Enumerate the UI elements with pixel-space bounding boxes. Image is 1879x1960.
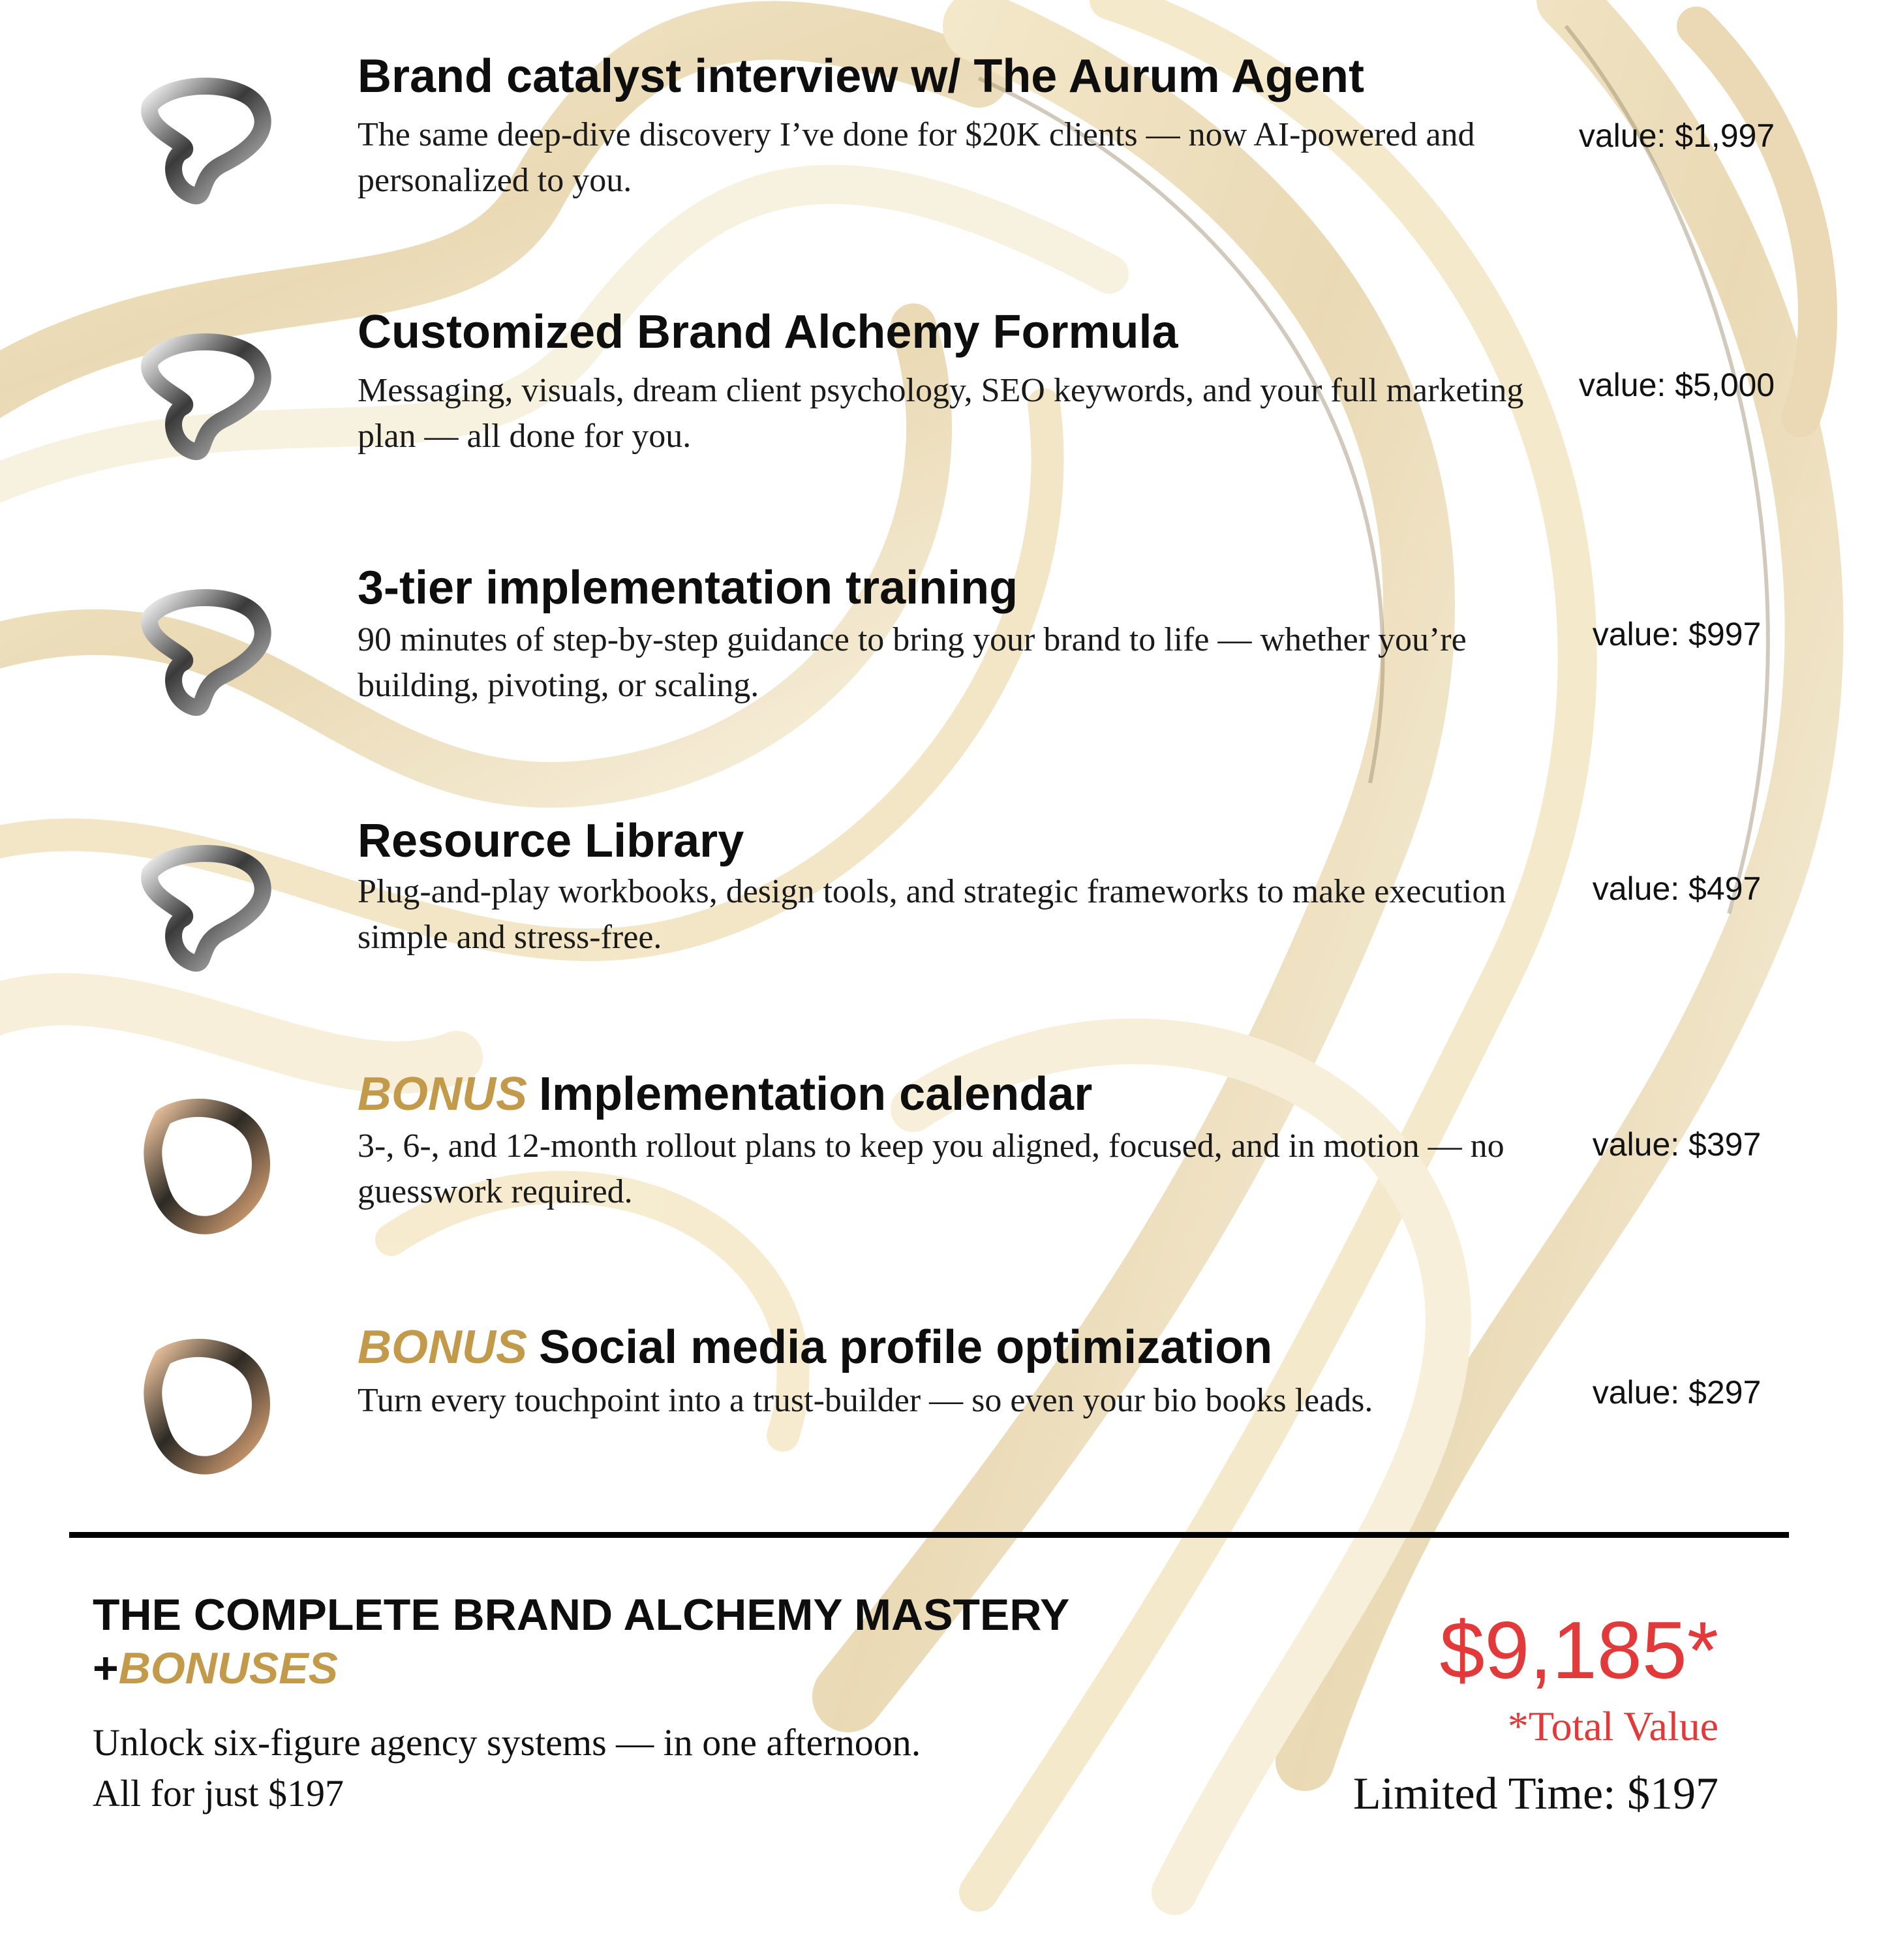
limited-time-price: Limited Time: $197: [1352, 1769, 1719, 1819]
offer-item-bonus-implementation-calendar: [0, 1065, 1879, 1280]
item-title: [358, 1065, 1092, 1124]
offer-item-brand-alchemy-formula: [0, 303, 1879, 518]
silver-ring-icon: [130, 322, 274, 466]
offer-item-brand-catalyst-interview: [0, 47, 1879, 262]
summary-line-2: All for just $197: [93, 1772, 344, 1815]
item-description: 3-, 6-, and 12-month rollout plans to keep you aligned, focused, and in motion — no guesswork required.: [358, 1127, 1505, 1210]
offer-item-resource-library: [0, 812, 1879, 1027]
item-description: Turn every touchpoint into a trust-builder — so even your bio books leads.: [358, 1382, 1373, 1419]
rose-gold-ring-icon: [130, 1331, 274, 1475]
item-description: The same deep-dive discovery I’ve done for $20K clients — now AI-powered and personalized to you.: [358, 116, 1475, 199]
summary-line-1: Unlock six-figure agency systems — in one afternoon.: [93, 1721, 921, 1764]
item-title: Customized Brand Alchemy Formula: [358, 306, 1178, 358]
summary-bonuses: BONUSES: [118, 1644, 338, 1693]
item-value: value: $1,997: [1578, 117, 1775, 154]
item-title: Resource Library: [358, 815, 744, 867]
item-title-text: Implementation calendar: [539, 1068, 1093, 1120]
silver-ring-icon: [130, 67, 274, 210]
item-value: value: $5,000: [1578, 367, 1775, 403]
section-divider: [69, 1532, 1789, 1538]
item-value: value: $497: [1592, 870, 1762, 907]
summary-plus: +: [93, 1644, 119, 1693]
item-value: value: $297: [1592, 1374, 1762, 1411]
item-description: Messaging, visuals, dream client psychology, SEO keywords, and your full marketing plan — all done for you.: [358, 372, 1524, 455]
offer-item-bonus-social-media-optimization: [0, 1318, 1879, 1533]
item-title-text: Social media profile optimization: [539, 1321, 1273, 1373]
item-value: value: $397: [1592, 1126, 1762, 1163]
bonus-tag: BONUS: [358, 1068, 528, 1120]
item-title: 3-tier implementation training: [358, 562, 1018, 614]
summary-bonuses-line: [93, 1642, 1069, 1695]
silver-ring-icon: [130, 834, 274, 977]
offer-item-implementation-training: [0, 559, 1879, 774]
item-title: [358, 1318, 1272, 1377]
summary-title: [93, 1588, 1069, 1695]
bonus-tag: BONUS: [358, 1321, 528, 1373]
item-description: 90 minutes of step-by-step guidance to bring your brand to life — whether you’re building, pivoting, or scaling.: [358, 621, 1467, 704]
rose-gold-ring-icon: [130, 1091, 274, 1234]
total-value-label: *Total Value: [1507, 1703, 1719, 1749]
item-description: Plug-and-play workbooks, design tools, and strategic frameworks to make execution simple and stress-free.: [358, 873, 1506, 956]
item-value: value: $997: [1592, 616, 1762, 652]
summary-title-text: THE COMPLETE BRAND ALCHEMY MASTERY: [93, 1590, 1070, 1640]
silver-ring-icon: [130, 578, 274, 722]
total-value-price: $9,185*: [1439, 1606, 1719, 1696]
item-title: Brand catalyst interview w/ The Aurum Agent: [358, 50, 1364, 102]
